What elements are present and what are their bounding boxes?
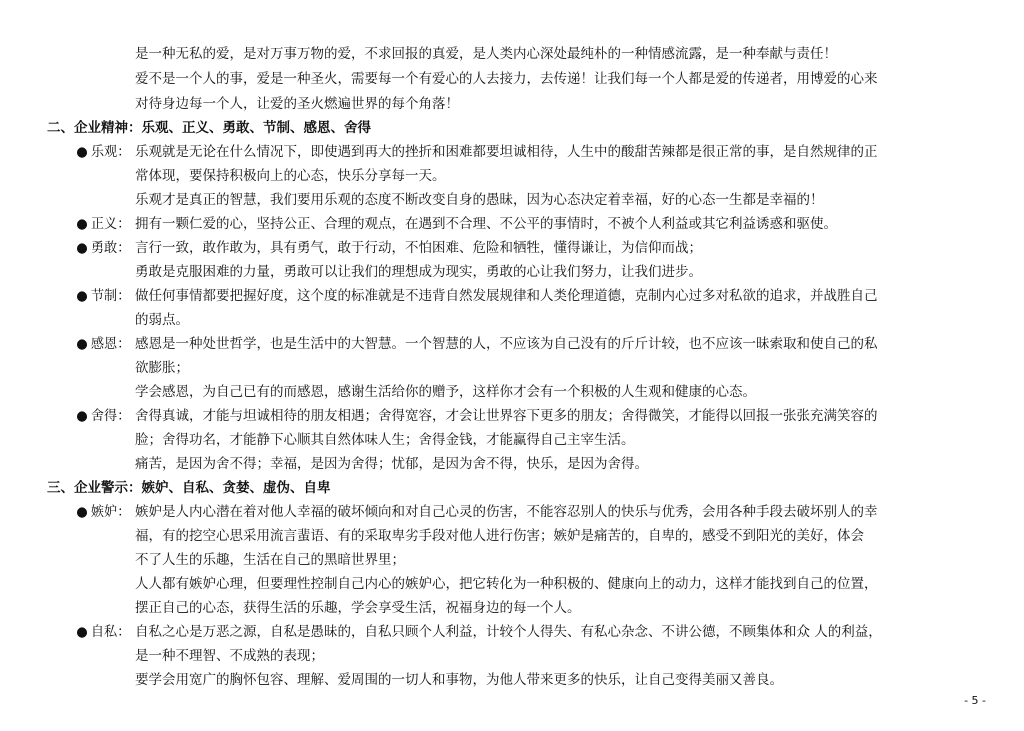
item-label: 勇敢：: [90, 240, 131, 256]
item-text: 常体现，要保持积极向上的心态，快乐分享每一天。: [135, 168, 446, 184]
bullet-icon: ●: [76, 288, 88, 304]
item-text: 拥有一颗仁爱的心，坚持公正、合理的观点，在遇到不合理、不公平的事情时，不被个人利益或其它利益诱惑和驱使。: [135, 216, 837, 232]
item-text: 言行一致，敢作敢为，具有勇气，敢于行动，不怕困难、危险和牺牲，懂得谦让，为信仰而战；: [135, 240, 702, 256]
item-text: 嫉妒是人内心潜在着对他人幸福的破坏倾向和对自己心灵的伤害，不能容忍别人的快乐与优秀，会用各种手段去破坏别人的幸: [135, 504, 878, 520]
item-text: 自私之心是万恶之源，自私是愚昧的，自私只顾个人利益，计较个人得失、有私心杂念、不讲公德，不顾集体和众 人的利益，: [135, 624, 882, 640]
intro-line-3: 对待身边每一个人，让爱的圣火燃遍世界的每个角落！: [135, 96, 459, 112]
item-label: 感恩：: [90, 336, 131, 352]
intro-line-2: 爱不是一个人的事，爱是一种圣火，需要每一个有爱心的人去接力，去传递！让我们每一个人都是爱的传递者，用博爱的心来: [135, 71, 878, 87]
bullet-icon: ●: [76, 504, 88, 520]
item-text: 做任何事情都要把握好度，这个度的标准就是不违背自然发展规律和人类伦理道德，克制内心过多对私欲的追求，并战胜自己: [135, 288, 878, 304]
item-text: 的弱点。: [135, 312, 189, 328]
bullet-icon: ●: [76, 408, 88, 424]
item-text: 欲膨胀；: [135, 360, 189, 376]
bullet-icon: ●: [76, 216, 88, 232]
item-label: 自私：: [90, 624, 131, 640]
item-text: 是一种不理智、不成熟的表现；: [135, 648, 324, 664]
item-label: 节制：: [90, 288, 131, 304]
section-heading-spirit: 二、企业精神：乐观、正义、勇敢、节制、感恩、舍得: [47, 120, 371, 136]
item-text: 感恩是一种处世哲学，也是生活中的大智慧。一个智慧的人，不应该为自己没有的斤斤计较，也不应该一昧索取和使自己的私: [135, 336, 878, 352]
item-label: 乐观：: [90, 144, 131, 160]
item-text: 乐观就是无论在什么情况下，即使遇到再大的挫折和困难都要坦诚相待，人生中的酸甜苦辣都是很正常的事，是自然规律的正: [135, 144, 878, 160]
item-label: 正义：: [90, 216, 131, 232]
item-label: 嫉妒：: [90, 504, 131, 520]
page-number: - 5 -: [964, 694, 986, 707]
item-text: 人人都有嫉妒心理，但要理性控制自己内心的嫉妒心，把它转化为一种积极的、健康向上的动力，这样才能找到自己的位置，: [135, 576, 878, 592]
item-text: 摆正自己的心态，获得生活的乐趣，学会享受生活，祝福身边的每一个人。: [135, 600, 581, 616]
item-text: 福，有的挖空心思采用流言蜚语、有的采取卑劣手段对他人进行伤害；嫉妒是痛苦的，自卑的，感受不到阳光的美好，体会: [135, 528, 864, 544]
item-label: 舍得：: [90, 408, 131, 424]
item-text: 舍得真诚，才能与坦诚相待的朋友相遇；舍得宽容，才会让世界容下更多的朋友；舍得微笑，才能得以回报一张张充满笑容的: [135, 408, 878, 424]
item-text: 要学会用宽广的胸怀包容、理解、爱周围的一切人和事物，为他人带来更多的快乐，让自己变得美丽又善良。: [135, 672, 783, 688]
item-text: 痛苦，是因为舍不得；幸福，是因为舍得；忧郁，是因为舍不得，快乐，是因为舍得。: [135, 456, 648, 472]
intro-line-1: 是一种无私的爱，是对万事万物的爱，不求回报的真爱，是人类内心深处最纯朴的一种情感流露，是一种奉献与责任！: [135, 46, 837, 62]
section-heading-warnings: 三、企业警示：嫉妒、自私、贪婪、虚伪、自卑: [47, 480, 331, 496]
bullet-icon: ●: [76, 624, 88, 640]
bullet-icon: ●: [76, 144, 88, 160]
item-text: 乐观才是真正的智慧，我们要用乐观的态度不断改变自身的愚昧，因为心态决定着幸福，好的心态一生都是幸福的！: [135, 192, 824, 208]
item-text: 不了人生的乐趣，生活在自己的黑暗世界里；: [135, 552, 405, 568]
bullet-icon: ●: [76, 336, 88, 352]
item-text: 勇敢是克服困难的力量，勇敢可以让我们的理想成为现实，勇敢的心让我们努力，让我们进步。: [135, 264, 702, 280]
item-text: 脸；舍得功名，才能静下心顺其自然体味人生；舍得金钱，才能赢得自己主宰生活。: [135, 432, 635, 448]
bullet-icon: ●: [76, 240, 88, 256]
item-text: 学会感恩，为自己已有的而感恩，感谢生活给你的赠予，这样你才会有一个积极的人生观和健康的心态。: [135, 384, 756, 400]
